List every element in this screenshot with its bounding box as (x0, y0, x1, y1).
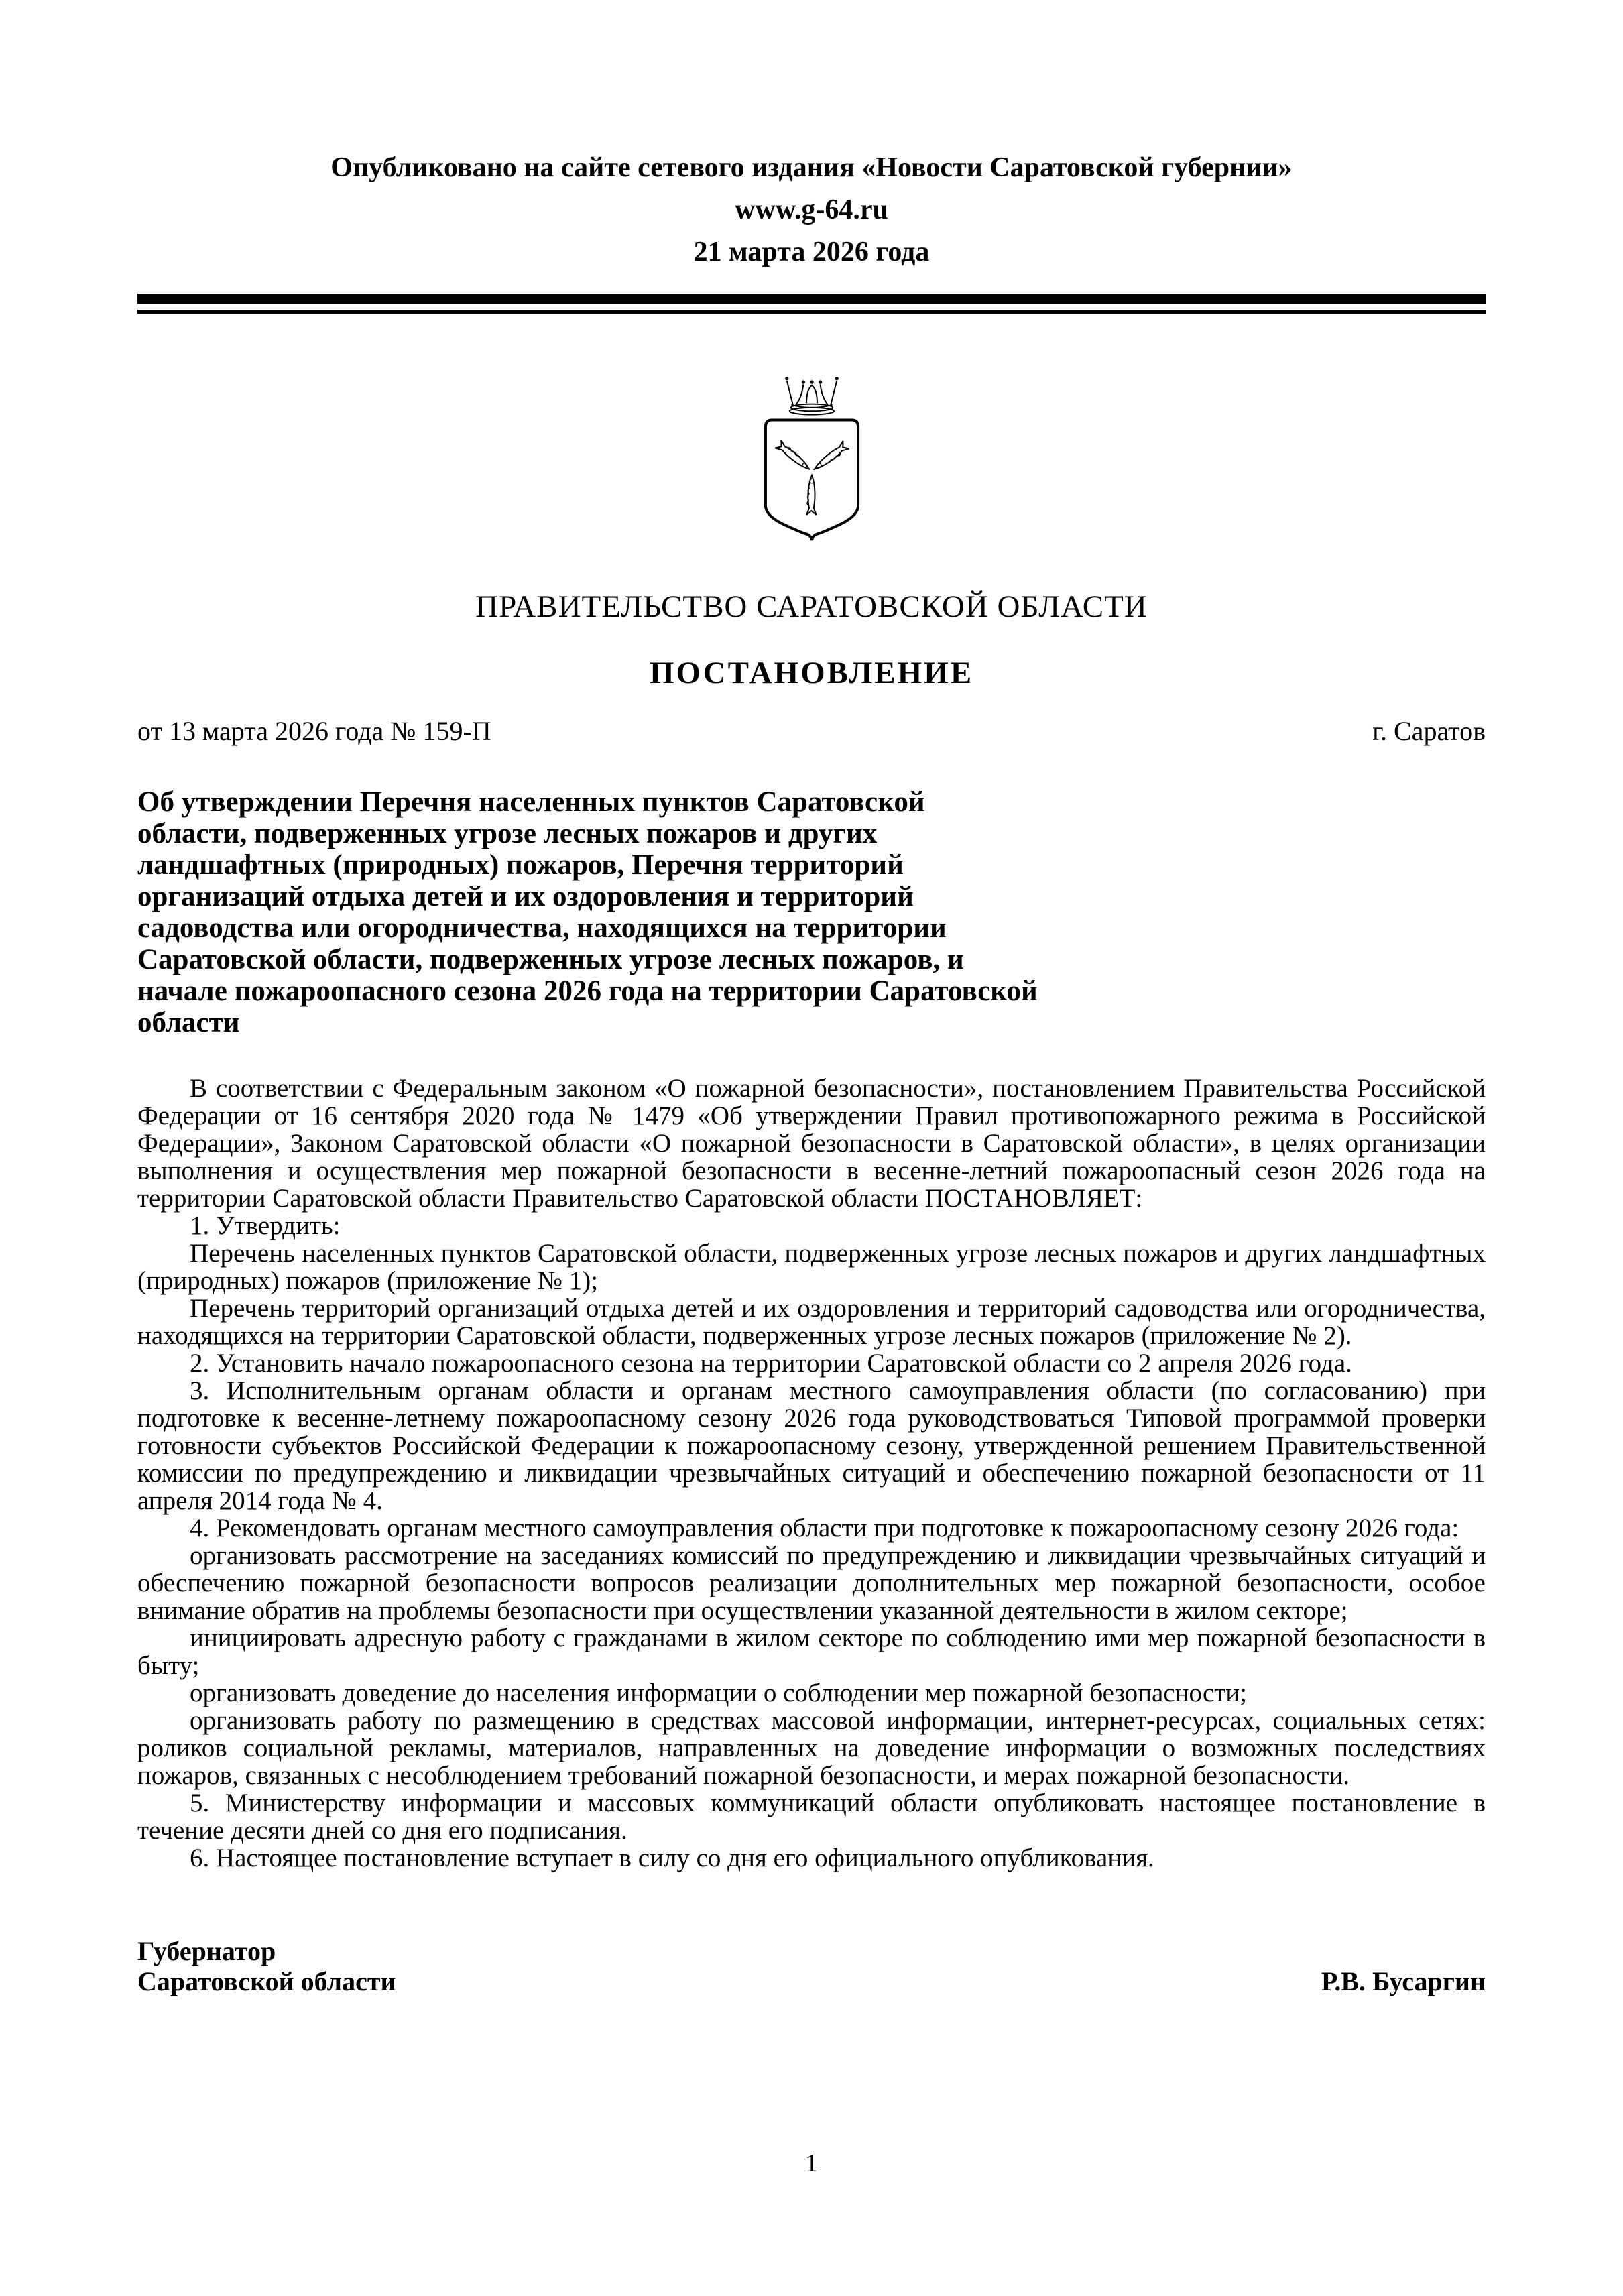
body-paragraph-list-annex-1: Перечень населенных пунктов Саратовской области, подверженных угрозе лесных пожаров и других ландшафтных (природных) пожаров (приложение № 1); (137, 1239, 1486, 1295)
rule-thick (137, 294, 1486, 304)
body-paragraph-item-1: 1. Утвердить: (190, 1211, 341, 1240)
body-paragraph-item-4-sub-3: организовать доведение до населения информации о соблюдении мер пожарной безопасности; (190, 1679, 1248, 1707)
publication-source-line: Опубликовано на сайте сетевого издания «Новости Саратовской губернии» (330, 152, 1293, 183)
body-paragraph-item-4: 4. Рекомендовать органам местного самоуправления области при подготовке к пожароопасному сезону 2026 года: (190, 1514, 1459, 1543)
document-body (137, 1075, 1486, 1872)
date-number-line (137, 717, 1486, 746)
government-name-title: ПРАВИТЕЛЬСТВО САРАТОВСКОЙ ОБЛАСТИ (475, 589, 1148, 624)
document-type-title: ПОСТАНОВЛЕНИЕ (649, 656, 974, 690)
publication-header (137, 0, 1486, 274)
body-paragraph-item-4-sub-2: инициировать адресную работу с гражданами в жилом секторе по соблюдению ими мер пожарной безопасности в быту; (137, 1624, 1486, 1680)
signature-block (137, 1936, 1486, 1996)
publication-date: 21 марта 2026 года (693, 237, 930, 267)
body-paragraph-item-3: 3. Исполнительным органам области и органам местного самоуправления области (по согласованию) при подготовке к весенне-летнему пожароопасному сезону 2026 года руководствоваться Типовой программой проверки готовности субъектов Российской Федерации к пожароопасному сезону, утвержденной решением Правительственной комиссии по предупреждению и ликвидации чрезвычайных ситуаций и обеспечению пожарной безопасности от 11 апреля 2014 года № 4. (137, 1376, 1486, 1515)
signature-position-line2: Саратовской области (137, 1966, 396, 1996)
coat-of-arms-icon (137, 370, 1486, 546)
publication-site-url: www.g-64.ru (735, 194, 888, 225)
body-paragraph-preamble: В соответствии с Федеральным законом «О пожарной безопасности», постановлением Правительства Российской Федерации от 16 сентября 2020 года № 1479 «Об утверждении Правил противопожарного режима в Российской Федерации», Законом Саратовской области «О пожарной безопасности в Саратовской области», в целях организации выполнения и осуществления мер пожарной безопасности в весенне-летний пожароопасный сезон 2026 года на территории Саратовской области Правительство Саратовской области ПОСТАНОВЛЯЕТ: (137, 1074, 1486, 1213)
signature-name: Р.В. Бусаргин (1321, 1966, 1486, 1996)
coat-of-arms-svg (749, 370, 874, 543)
body-paragraph-item-6: 6. Настоящее постановление вступает в силу со дня его официального опубликования. (190, 1844, 1154, 1872)
double-rule-divider (137, 294, 1486, 314)
rule-thin (137, 310, 1486, 314)
body-paragraph-item-4-sub-1: организовать рассмотрение на заседаниях комиссий по предупреждению и ликвидации чрезвычайных ситуаций и обеспечению пожарной безопасности вопросов реализации дополнительных мер пожарной безопасности, особое внимание обратив на проблемы безопасности при осуществлении указанной деятельности в жилом секторе; (137, 1541, 1486, 1625)
document-city: г. Саратов (1372, 716, 1486, 746)
document-subject-heading: Об утверждении Перечня населенных пунктов Саратовской области, подверженных угрозе лесных пожаров и других ландшафтных (природных) пожаров, Перечня территорий организаций отдыха детей и их оздоровления и территорий садоводства или огородничества, находящихся на территории Саратовской области, подверженных угрозе лесных пожаров, и начале пожароопасного сезона 2026 года на территории Саратовской области (137, 786, 1038, 1038)
body-paragraph-item-5: 5. Министерству информации и массовых коммуникаций области опубликовать настоящее постановление в течение десяти дней со дня его подписания. (137, 1789, 1486, 1845)
body-paragraph-item-2: 2. Установить начало пожароопасного сезона на территории Саратовской области со 2 апреля 2026 года. (190, 1349, 1352, 1378)
body-paragraph-list-annex-2: Перечень территорий организаций отдыха детей и их оздоровления и территорий садоводства или огородничества, находящихся на территории Саратовской области, подверженных угрозе лесных пожаров (приложение № 2). (137, 1294, 1486, 1350)
body-paragraph-item-4-sub-4: организовать работу по размещению в средствах массовой информации, интернет-ресурсах, социальных сетях: роликов социальной рекламы, материалов, направленных на доведение информации о возможных последствиях пожаров, связанных с несоблюдением требований пожарной безопасности, и мерах пожарной безопасности. (137, 1706, 1486, 1790)
page-number: 1 (805, 2149, 818, 2177)
document-date-number: от 13 марта 2026 года № 159-П (137, 716, 491, 746)
signature-position (137, 1936, 396, 1996)
signature-position-line1: Губернатор (137, 1936, 276, 1966)
